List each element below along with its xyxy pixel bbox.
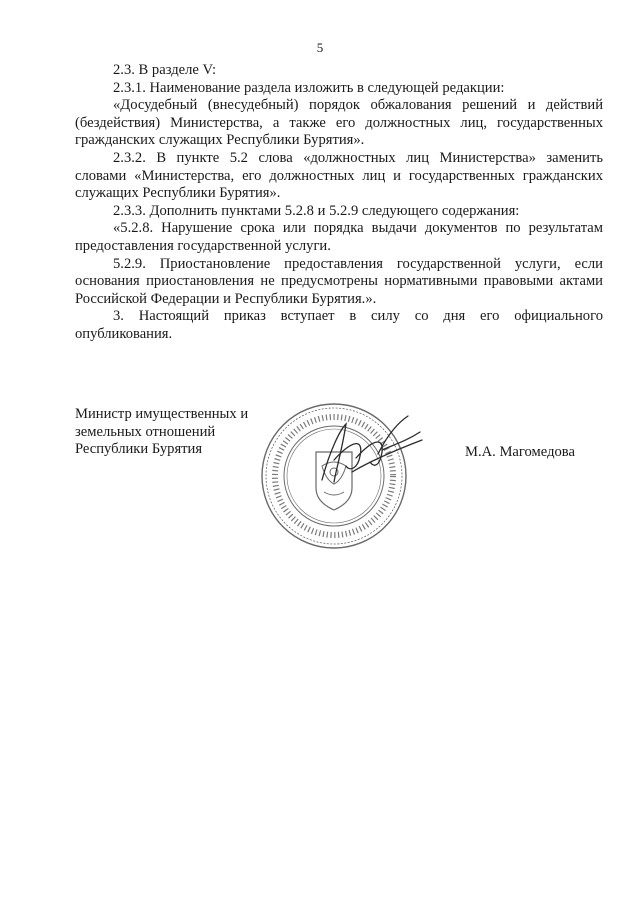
page-number: 5 — [316, 40, 324, 55]
signatory-name: М.А. Магомедова — [465, 444, 575, 460]
document-body — [75, 62, 603, 344]
paragraph: 3. Настоящий приказ вступает в силу со дня его официального опубликования. — [75, 308, 603, 342]
handwritten-signature-icon — [312, 410, 432, 510]
position-line: земельных отношений — [75, 423, 216, 440]
paragraph: 2.3.3. Дополнить пунктами 5.2.8 и 5.2.9 следующего содержания: — [113, 202, 520, 219]
position-line: Министр имущественных и — [75, 406, 249, 422]
paragraph: 2.3.1. Наименование раздела изложить в следующей редакции: — [113, 79, 505, 96]
paragraph: 2.3. В разделе V: — [113, 62, 217, 78]
signatory-position — [75, 406, 248, 459]
paragraph: «Досудебный (внесудебный) порядок обжалования решений и действий (бездействия) Министерства, а также его должностных лиц, государственных гражданских служащих Республики Бурятия». — [75, 97, 603, 149]
position-line: Республики Бурятия — [75, 441, 203, 458]
paragraph: 2.3.2. В пункте 5.2 слова «должностных лиц Министерства» заменить словами «Министерства, его должностных лиц и государственных гражданских служащих Республики Бурятия». — [75, 149, 603, 202]
paragraph: 5.2.9. Приостановление предоставления государственной услуги, если основания приостановления не предусмотрены нормативными правовыми актами Российской Федерации и Республики Бурятия.». — [75, 255, 603, 307]
paragraph: «5.2.8. Нарушение срока или порядка выдачи документов по результатам предоставления государственной услуги. — [75, 220, 603, 254]
